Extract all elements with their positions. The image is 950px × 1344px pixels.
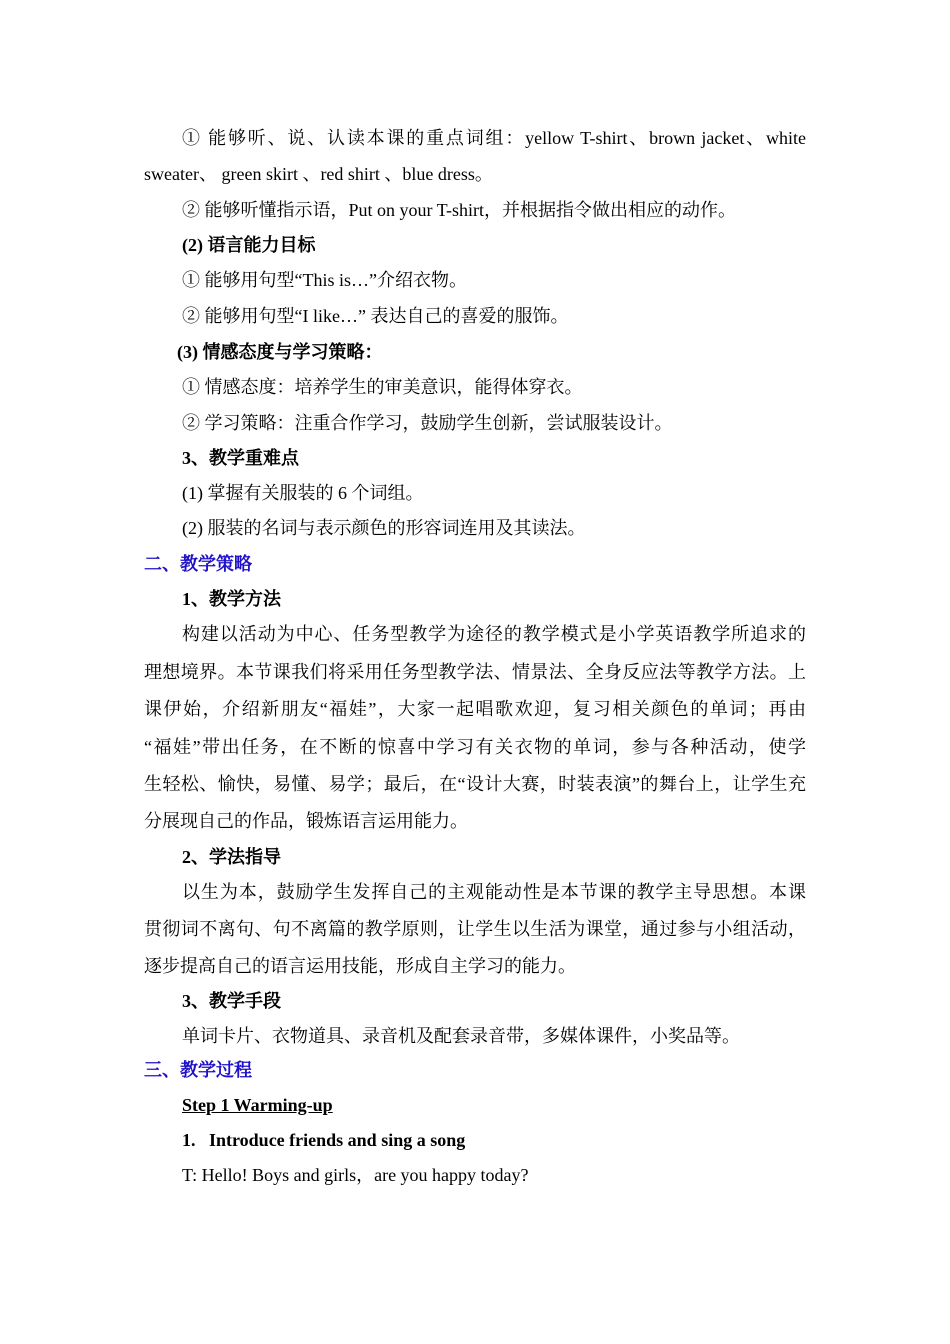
key-point-1: (1) 掌握有关服装的 6 个词组。 [182, 483, 424, 503]
teacher-dialogue-line: T: Hello! Boys and girls，are you happy today? [182, 1165, 529, 1185]
method-paragraph-line-3: 课伊始，介绍新朋友“福娃”，大家一起唱歌欢迎，复习相关颜色的单词；再由 [144, 699, 806, 719]
language-ability-2: ② 能够用句型“I like…” 表达自己的喜爱的服饰。 [182, 306, 569, 326]
heading-teaching-method: 1、教学方法 [182, 589, 281, 609]
key-point-2: (2) 服装的名词与表示颜色的形容词连用及其读法。 [182, 518, 586, 538]
activity-1-heading: 1. Introduce friends and sing a song [182, 1130, 466, 1150]
objective-line-2: ② 能够听懂指示语，Put on your T-shirt，并根据指令做出相应的动作。 [182, 200, 737, 220]
subheading-language-ability: (2) 语言能力目标 [182, 235, 316, 255]
subheading-emotion-strategy: (3) 情感态度与学习策略： [177, 342, 383, 362]
method-paragraph-line-5: 生轻松、愉快，易懂、易学；最后，在“设计大赛，时装表演”的舞台上，让学生充 [144, 774, 806, 794]
objective-line-1a: ① 能够听、说、认读本课的重点词组：yellow T-shirt、brown jacket、white [182, 128, 806, 148]
teaching-means-text: 单词卡片、衣物道具、录音机及配套录音带，多媒体课件，小奖品等。 [182, 1026, 740, 1046]
section-heading-teaching-strategy: 二、教学策略 [144, 554, 252, 574]
objective-line-1b: sweater、 green skirt 、red shirt 、blue dress。 [144, 164, 493, 184]
method-paragraph-line-6: 分展现自己的作品，锻炼语言运用能力。 [144, 811, 468, 831]
language-ability-1: ① 能够用句型“This is…”介绍衣物。 [182, 270, 467, 290]
heading-key-points: 3、教学重难点 [182, 448, 299, 468]
heading-teaching-means: 3、教学手段 [182, 991, 281, 1011]
heading-learning-guidance: 2、学法指导 [182, 847, 281, 867]
step-1-heading: Step 1 Warming-up [182, 1095, 333, 1115]
emotion-attitude: ① 情感态度：培养学生的审美意识，能得体穿衣。 [182, 377, 583, 397]
method-paragraph-line-4: “福娃”带出任务，在不断的惊喜中学习有关衣物的单词，参与各种活动，使学 [144, 737, 806, 757]
method-paragraph-line-1: 构建以活动为中心、任务型教学为途径的教学模式是小学英语教学所追求的 [182, 624, 806, 644]
guidance-paragraph-line-3: 逐步提高自己的语言运用技能，形成自主学习的能力。 [144, 956, 576, 976]
section-heading-teaching-process: 三、教学过程 [144, 1060, 252, 1080]
guidance-paragraph-line-1: 以生为本，鼓励学生发挥自己的主观能动性是本节课的教学主导思想。本课 [182, 882, 806, 902]
learning-strategy: ② 学习策略：注重合作学习，鼓励学生创新，尝试服装设计。 [182, 413, 673, 433]
method-paragraph-line-2: 理想境界。本节课我们将采用任务型教学法、情景法、全身反应法等教学方法。上 [144, 662, 806, 682]
guidance-paragraph-line-2: 贯彻词不离句、句不离篇的教学原则，让学生以生活为课堂，通过参与小组活动， [144, 919, 806, 939]
